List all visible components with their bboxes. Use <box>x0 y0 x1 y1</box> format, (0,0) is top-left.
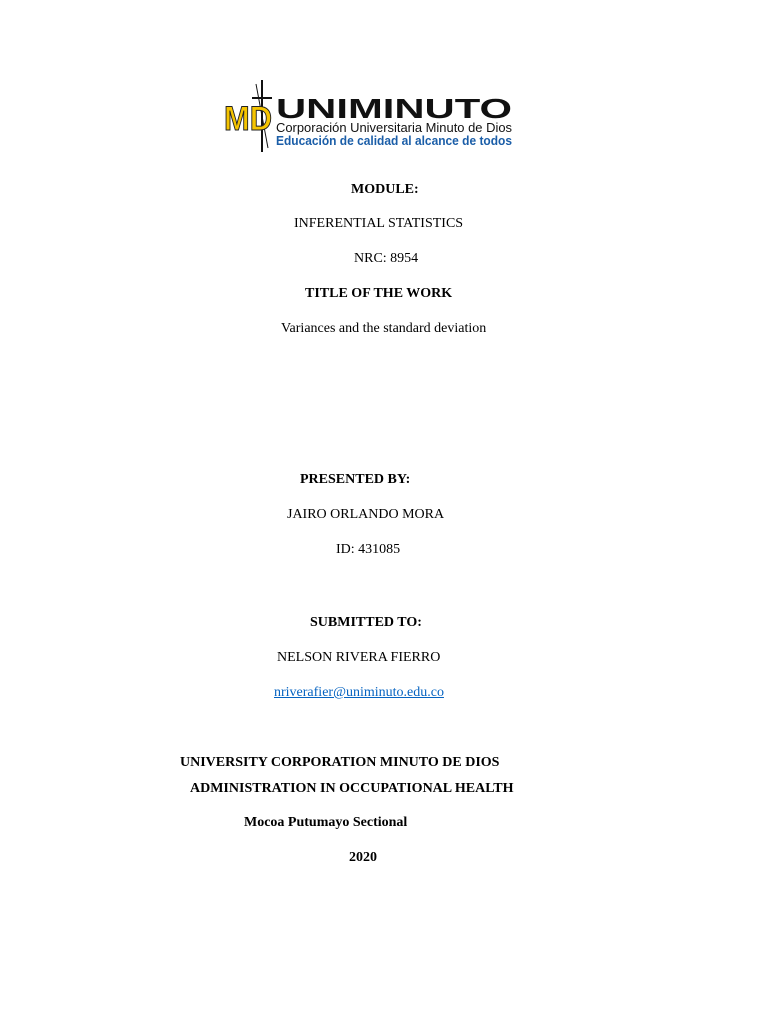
module-label: MODULE: <box>351 182 419 197</box>
presented-by-label: PRESENTED BY: <box>300 472 411 487</box>
teacher-name: NELSON RIVERA FIERRO <box>277 650 441 665</box>
uniminuto-logo <box>222 78 514 154</box>
logo-monogram: MD <box>224 100 272 138</box>
module-name: INFERENTIAL STATISTICS <box>294 216 464 231</box>
nrc-code: NRC: 8954 <box>354 251 419 266</box>
logo-wordmark: UNIMINUTO <box>276 93 512 124</box>
student-id: ID: 431085 <box>336 542 401 557</box>
logo-line2: Educación de calidad al alcance de todos <box>276 134 513 148</box>
teacher-email-link[interactable]: nriverafier@uniminuto.edu.co <box>274 685 444 700</box>
program-name: ADMINISTRATION IN OCCUPATIONAL HEALTH <box>190 781 514 796</box>
year: 2020 <box>349 850 377 865</box>
work-title: Variances and the standard deviation <box>281 321 487 336</box>
sectional-name: Mocoa Putumayo Sectional <box>244 815 408 830</box>
submitted-to-label: SUBMITTED TO: <box>310 615 422 630</box>
work-title-label: TITLE OF THE WORK <box>305 286 453 301</box>
student-name: JAIRO ORLANDO MORA <box>287 507 445 522</box>
logo-line1: Corporación Universitaria Minuto de Dios <box>276 120 513 135</box>
university-name: UNIVERSITY CORPORATION MINUTO DE DIOS <box>180 755 500 770</box>
